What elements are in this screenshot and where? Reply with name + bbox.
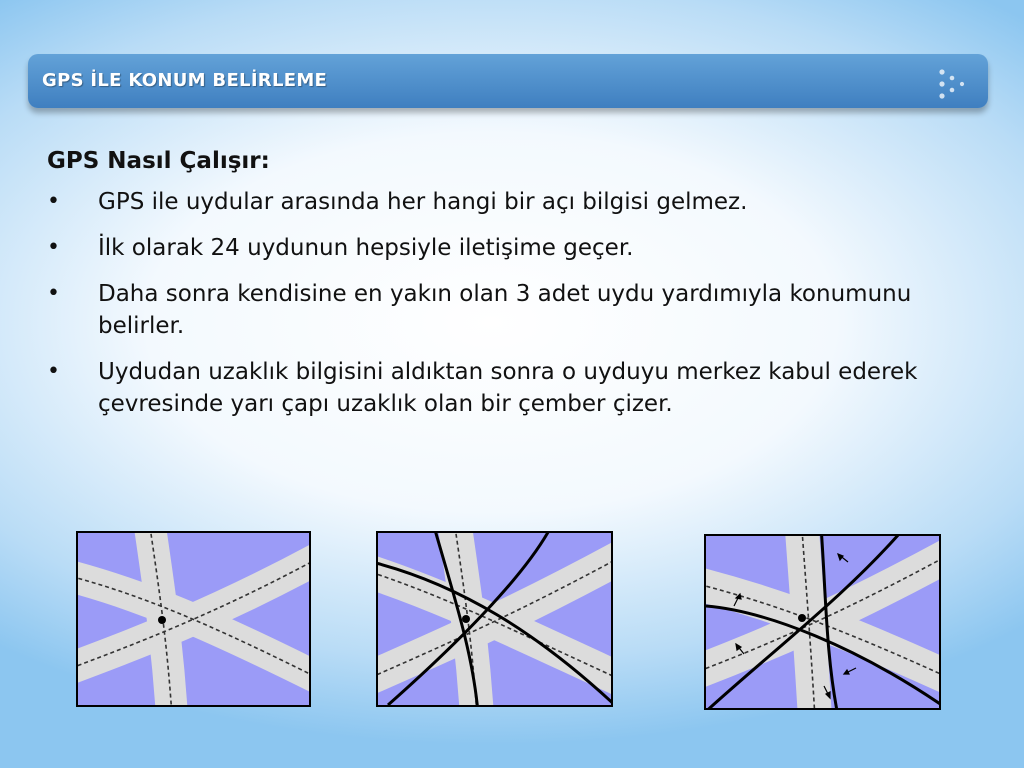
bullet-glyph: • <box>47 359 60 384</box>
bullet-item <box>47 356 947 420</box>
dots-icon <box>936 67 970 101</box>
bullet-text: Daha sonra kendisine en yakın olan 3 adet uydu yardımıyla konumunu belirler. <box>98 281 912 339</box>
bullet-item <box>47 232 947 264</box>
bullet-glyph: • <box>47 235 60 260</box>
bullet-text: İlk olarak 24 uydunun hepsiyle iletişime geçer. <box>98 235 634 261</box>
bullet-text: Uydudan uzaklık bilgisini aldıktan sonra o uyduyu merkez kabul ederek çevresinde yarı çapı uzaklık olan bir çember çizer. <box>98 359 918 417</box>
bullet-item <box>47 278 947 342</box>
slide-title: GPS İLE KONUM BELİRLEME <box>42 70 328 91</box>
bullet-glyph: • <box>47 281 60 306</box>
slide-content <box>47 146 947 434</box>
diagram-bands <box>76 531 311 707</box>
diagram-arrows <box>704 534 941 710</box>
bullet-list <box>47 186 947 420</box>
title-bar <box>28 54 988 108</box>
diagram-circles <box>376 531 613 707</box>
bullet-item <box>47 186 947 218</box>
section-heading: GPS Nasıl Çalışır: <box>47 148 270 174</box>
bullet-text: GPS ile uydular arasında her hangi bir açı bilgisi gelmez. <box>98 189 748 215</box>
bullet-glyph: • <box>47 189 60 214</box>
